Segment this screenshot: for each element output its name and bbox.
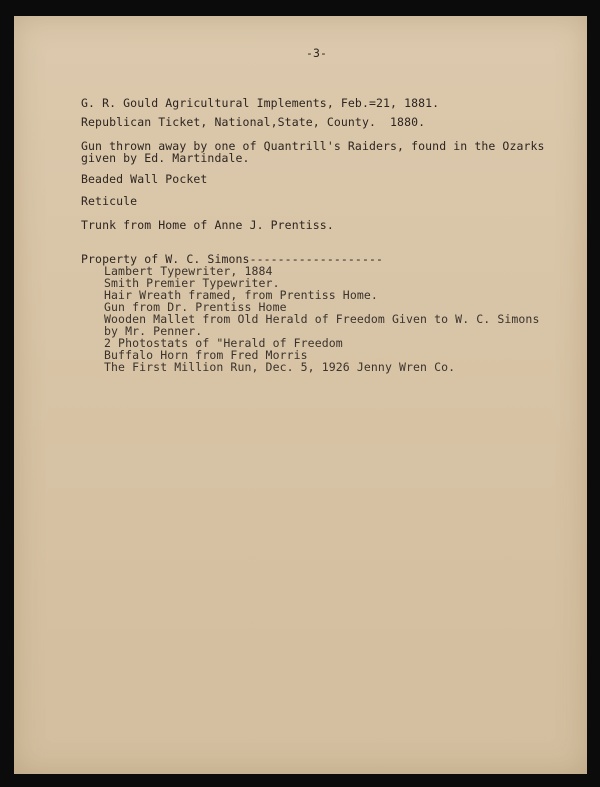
property-item: Gun from Dr. Prentiss Home bbox=[104, 300, 287, 314]
entry-republican-ticket: Republican Ticket, National,State, County. 1880. bbox=[81, 115, 426, 129]
property-heading: Property of W. C. Simons------------------- bbox=[81, 252, 384, 266]
property-item: Buffalo Horn from Fred Morris bbox=[104, 348, 308, 362]
property-item: Lambert Typewriter, 1884 bbox=[104, 264, 273, 278]
typed-page bbox=[14, 16, 587, 774]
entry-quantrill-gun-line2: given by Ed. Martindale. bbox=[81, 151, 250, 165]
property-item: by Mr. Penner. bbox=[104, 324, 203, 338]
page-number: -3- bbox=[306, 46, 328, 60]
entry-quantrill-gun-line1: Gun thrown away by one of Quantrill's Raiders, found in the Ozarks bbox=[81, 139, 545, 153]
property-item: Wooden Mallet from Old Herald of Freedom Given to W. C. Simons bbox=[104, 312, 540, 326]
entry-reticule: Reticule bbox=[81, 194, 138, 208]
property-item: The First Million Run, Dec. 5, 1926 Jenny Wren Co. bbox=[104, 360, 456, 374]
property-item: 2 Photostats of "Herald of Freedom bbox=[104, 336, 343, 350]
entry-beaded-wall-pocket: Beaded Wall Pocket bbox=[81, 172, 208, 186]
property-item: Hair Wreath framed, from Prentiss Home. bbox=[104, 288, 378, 302]
entry-prentiss-trunk: Trunk from Home of Anne J. Prentiss. bbox=[81, 218, 334, 232]
property-item: Smith Premier Typewriter. bbox=[104, 276, 280, 290]
entry-gould-implements: G. R. Gould Agricultural Implements, Feb.=21, 1881. bbox=[81, 96, 440, 110]
